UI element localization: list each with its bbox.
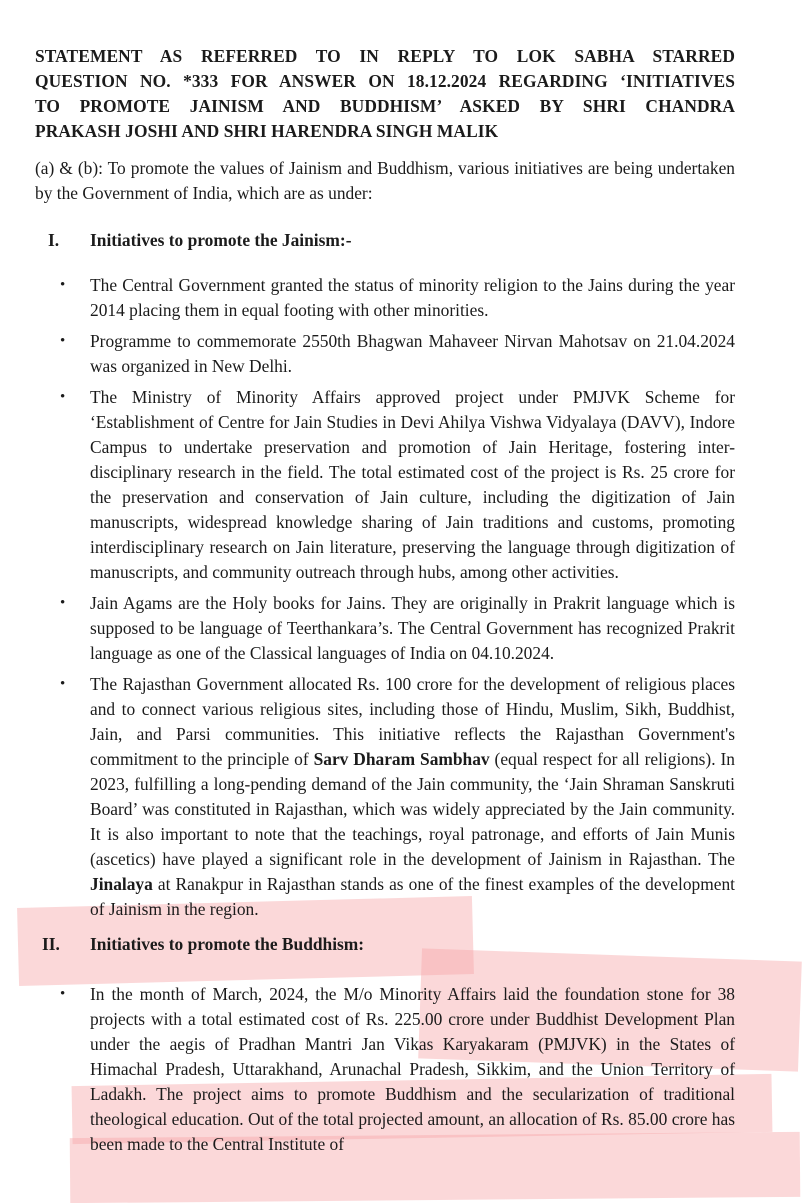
section-title: Initiatives to promote the Jainism:- — [90, 230, 352, 250]
list-item — [90, 672, 735, 922]
jainism-initiatives-list — [90, 273, 735, 928]
statement-title — [35, 44, 735, 144]
text-run: The Rajasthan Government allocated Rs. 100 crore for the development of religious places and to connect various religious sites, including those of Hindu, Muslim, Sikh, Buddhist, Jain, and Parsi communities. This initiative reflects the Rajasthan Government's commitment to the principle of — [90, 674, 735, 769]
text-run: (equal respect for all religions). In 2023, fulfilling a long-pending demand of the Jain community, the ‘Jain Shraman Sanskruti Board’ was constituted in Rajasthan, which was widely appreciated by the Jain community. It is also important to note that the teachings, royal patronage, and efforts of Jain Munis (ascetics) have played a significant role in the development of Jainism in Rajasthan. The — [90, 749, 735, 869]
title-line: PRAKASH JOSHI AND SHRI HARENDRA SINGH MALIK — [35, 121, 499, 141]
list-item: • The Central Government granted the status of minority religion to the Jains during the year 2014 placing them in equal footing with other minorities. — [90, 273, 735, 323]
bold-term: Jinalaya — [90, 874, 153, 894]
section-title: Initiatives to promote the Buddhism: — [90, 934, 365, 954]
list-item: • The Ministry of Minority Affairs approved project under PMJVK Scheme for ‘Establishment of Centre for Jain Studies in Devi Ahilya Vishwa Vidyalaya (DAVV), Indore Campus to undertake preservation and promotion of Jain Heritage, fostering inter-disciplinary research in the field. The total estimated cost of the project is Rs. 25 crore for the preservation and conservation of Jain culture, including the digitization of Jain manuscripts, widespread knowledge sharing of Jain traditions and customs, promoting interdisciplinary research on Jain literature, preserving the language through digitization of manuscripts, and community outreach through hubs, among other activities. — [90, 385, 735, 585]
list-item: • Jain Agams are the Holy books for Jains. They are originally in Prakrit language which is supposed to be language of Teerthankara’s. The Central Government has recognized Prakrit language as one of the Classical languages of India on 04.10.2024. — [90, 591, 735, 666]
intro-paragraph: (a) & (b): To promote the values of Jainism and Buddhism, various initiatives are being undertaken by the Government of India, which are as under: — [35, 158, 735, 203]
section-number: I. — [48, 230, 60, 250]
buddhism-initiatives-list — [90, 982, 735, 1163]
bold-term: Sarv Dharam Sambhav — [313, 749, 490, 769]
list-item: • Programme to commemorate 2550th Bhagwan Mahaveer Nirvan Mahotsav on 21.04.2024 was organized in New Delhi. — [90, 329, 735, 379]
list-item: • In the month of March, 2024, the M/o Minority Affairs laid the foundation stone for 38 projects with a total estimated cost of Rs. 225.00 crore under Buddhist Development Plan under the aegis of Pradhan Mantri Jan Vikas Karyakaram (PMJVK) in the States of Himachal Pradesh, Uttarakhand, Arunachal Pradesh, Sikkim, and the Union Territory of Ladakh. The project aims to promote Buddhism and the secularization of traditional theological education. Out of the total projected amount, an allocation of Rs. 85.00 crore has been made to the Central Institute of — [90, 982, 735, 1157]
text-run: at Ranakpur in Rajasthan stands as one of the finest examples of the development of Jainism in the region. — [90, 874, 735, 919]
title-line: TO PROMOTE JAINISM AND BUDDHISM’ ASKED BY SHRI CHANDRA — [35, 96, 735, 116]
title-line: QUESTION NO. *333 FOR ANSWER ON 18.12.2024 REGARDING ‘INITIATIVES — [35, 71, 735, 91]
title-line: STATEMENT AS REFERRED TO IN REPLY TO LOK SABHA STARRED — [35, 46, 735, 66]
section-number: II. — [42, 934, 60, 954]
